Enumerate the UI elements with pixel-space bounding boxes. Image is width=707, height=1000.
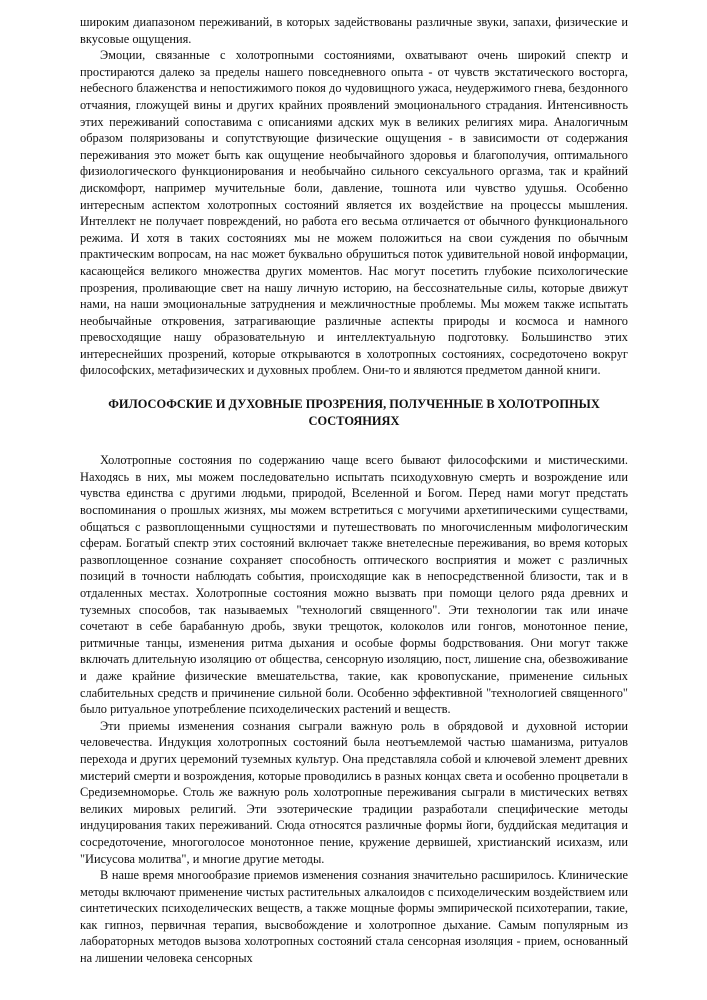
paragraph-emotions: Эмоции, связанные с холотропными состояниями, охватывают очень широкий спектр и простираются далеко за пределы нашего повседневного опыта - от чувств экстатического восторга, небесного блаженства и непостижимого покоя до чудовищного ужаса, неудержимого гнева, бездонного отчаяния, гложущей вины и других крайних проявлений эмоционального страдания. Интенсивность этих переживаний сопоставима с описаниями адских мук в великих религиях мира. Аналогичным образом поляризованы и сопутствующие физические ощущения - в зависимости от содержания переживания это может быть как ощущение необычайного здоровья и благополучия, оптимального физиологического функционирования и необычайно сильного сексуального оргазма, так и крайний дискомфорт, например мучительные боли, давление, тошнота или чувство удушья. Особенно интересным аспектом холотропных состояний является их воздействие на процессы мышления. Интеллект не получает повреждений, но работа его весьма отличается от обычного функционального режима. И хотя в таких состояниях мы не можем положиться на свои суждения по обычным практическим вопросам, на нас может буквально обрушиться поток удивительной новой информации, касающейся великого множества других моментов. Нас могут посетить глубокие психологические прозрения, проливающие свет на нашу личную историю, на бессознательные силы, которые движут нами, на наши эмоциональные затруднения и межличностные проблемы. Мы можем также испытать необычайные откровения, затрагивающие различные аспекты природы и космоса и намного превосходящие нашу образовательную и интеллектуальную подготовку. Большинство этих интереснейших прозрений, которые открываются в холотропных состояниях, сосредоточено вокруг философских, метафизических и духовных проблем. Они-то и являются предметом данной книги. bbox=[80, 48, 628, 378]
paragraph-modern: В наше время многообразие приемов изменения сознания значительно расширилось. Клинические методы включают применение чистых растительных алкалоидов с психоделическим воздействием или синтетических психоделических веществ, а также мощные формы эмпирической психотерапии, такие, как гипноз, первичная терапия, высвобождение и холотропное дыхание. Самым популярным из лабораторных методов вызова холотропных состояний стала сенсорная изоляция - прием, основанный на лишении человека сенсорных bbox=[80, 868, 628, 966]
section-heading: ФИЛОСОФСКИЕ И ДУХОВНЫЕ ПРОЗРЕНИЯ, ПОЛУЧЕННЫЕ В ХОЛОТРОПНЫХ СОСТОЯНИЯХ bbox=[108, 397, 600, 428]
paragraph-continued: широким диапазоном переживаний, в которых задействованы различные звуки, запахи, физические и вкусовые ощущения. bbox=[80, 15, 628, 46]
paragraph-rituals: Эти приемы изменения сознания сыграли важную роль в обрядовой и духовной истории человечества. Индукция холотропных состояний была неотъемлемой частью шаманизма, ритуалов перехода и других церемоний туземных культур. Она представляла собой и ключевой элемент древних мистерий смерти и возрождения, которые проводились в разных концах света и особенно процветали в Средиземноморье. Столь же важную роль холотропные переживания сыграли в мистических ветвях великих мировых религий. Эти эзотерические традиции разработали специфические методы индуцирования таких переживаний. Сюда относятся различные формы йоги, буддийская медитация и сосредоточение, многоголосое монотонное пение, кружение дервишей, христианский исихазм, или "Иисусова молитва", и многие другие методы. bbox=[80, 718, 628, 866]
paragraph-philosophical: Холотропные состояния по содержанию чаще всего бывают философскими и мистическими. Находясь в них, мы можем последовательно испытать психодуховную смерть и возрождение или чувства единства с другими людьми, природой, Вселенной и Богом. Перед нами могут предстать воспоминания о прошлых жизнях, мы можем встретиться с могучими архетипическими существами, общаться с развоплощенными сущностями и путешествовать по многочисленным мифологическим сферам. Богатый спектр этих состояний включает также внетелесные переживания, во время которых развоплощенное сознание сохраняет способность оптического восприятия и может с различных позиций в точности наблюдать события, происходящие как в непосредственной близости, так и в отдаленных местах. Холотропные состояния можно вызвать при помощи целого ряда древних и туземных способов, так называемых "технологий священного". Эти технологии так или иначе сочетают в себе барабанную дробь, звуки трещоток, колоколов или гонгов, монотонное пение, ритмичные танцы, изменения ритма дыхания и особые формы бодрствования. Они могут также включать длительную изоляцию от общества, сенсорную изоляцию, пост, лишение сна, обезвоживание и даже крайние физические вмешательства, такие, как кровопускание, применение сильных слабительных средств и причинение сильной боли. Особенно эффективной "технологией священного" было ритуальное употребление психоделических растений и веществ. bbox=[80, 453, 628, 717]
document-page bbox=[80, 14, 628, 967]
